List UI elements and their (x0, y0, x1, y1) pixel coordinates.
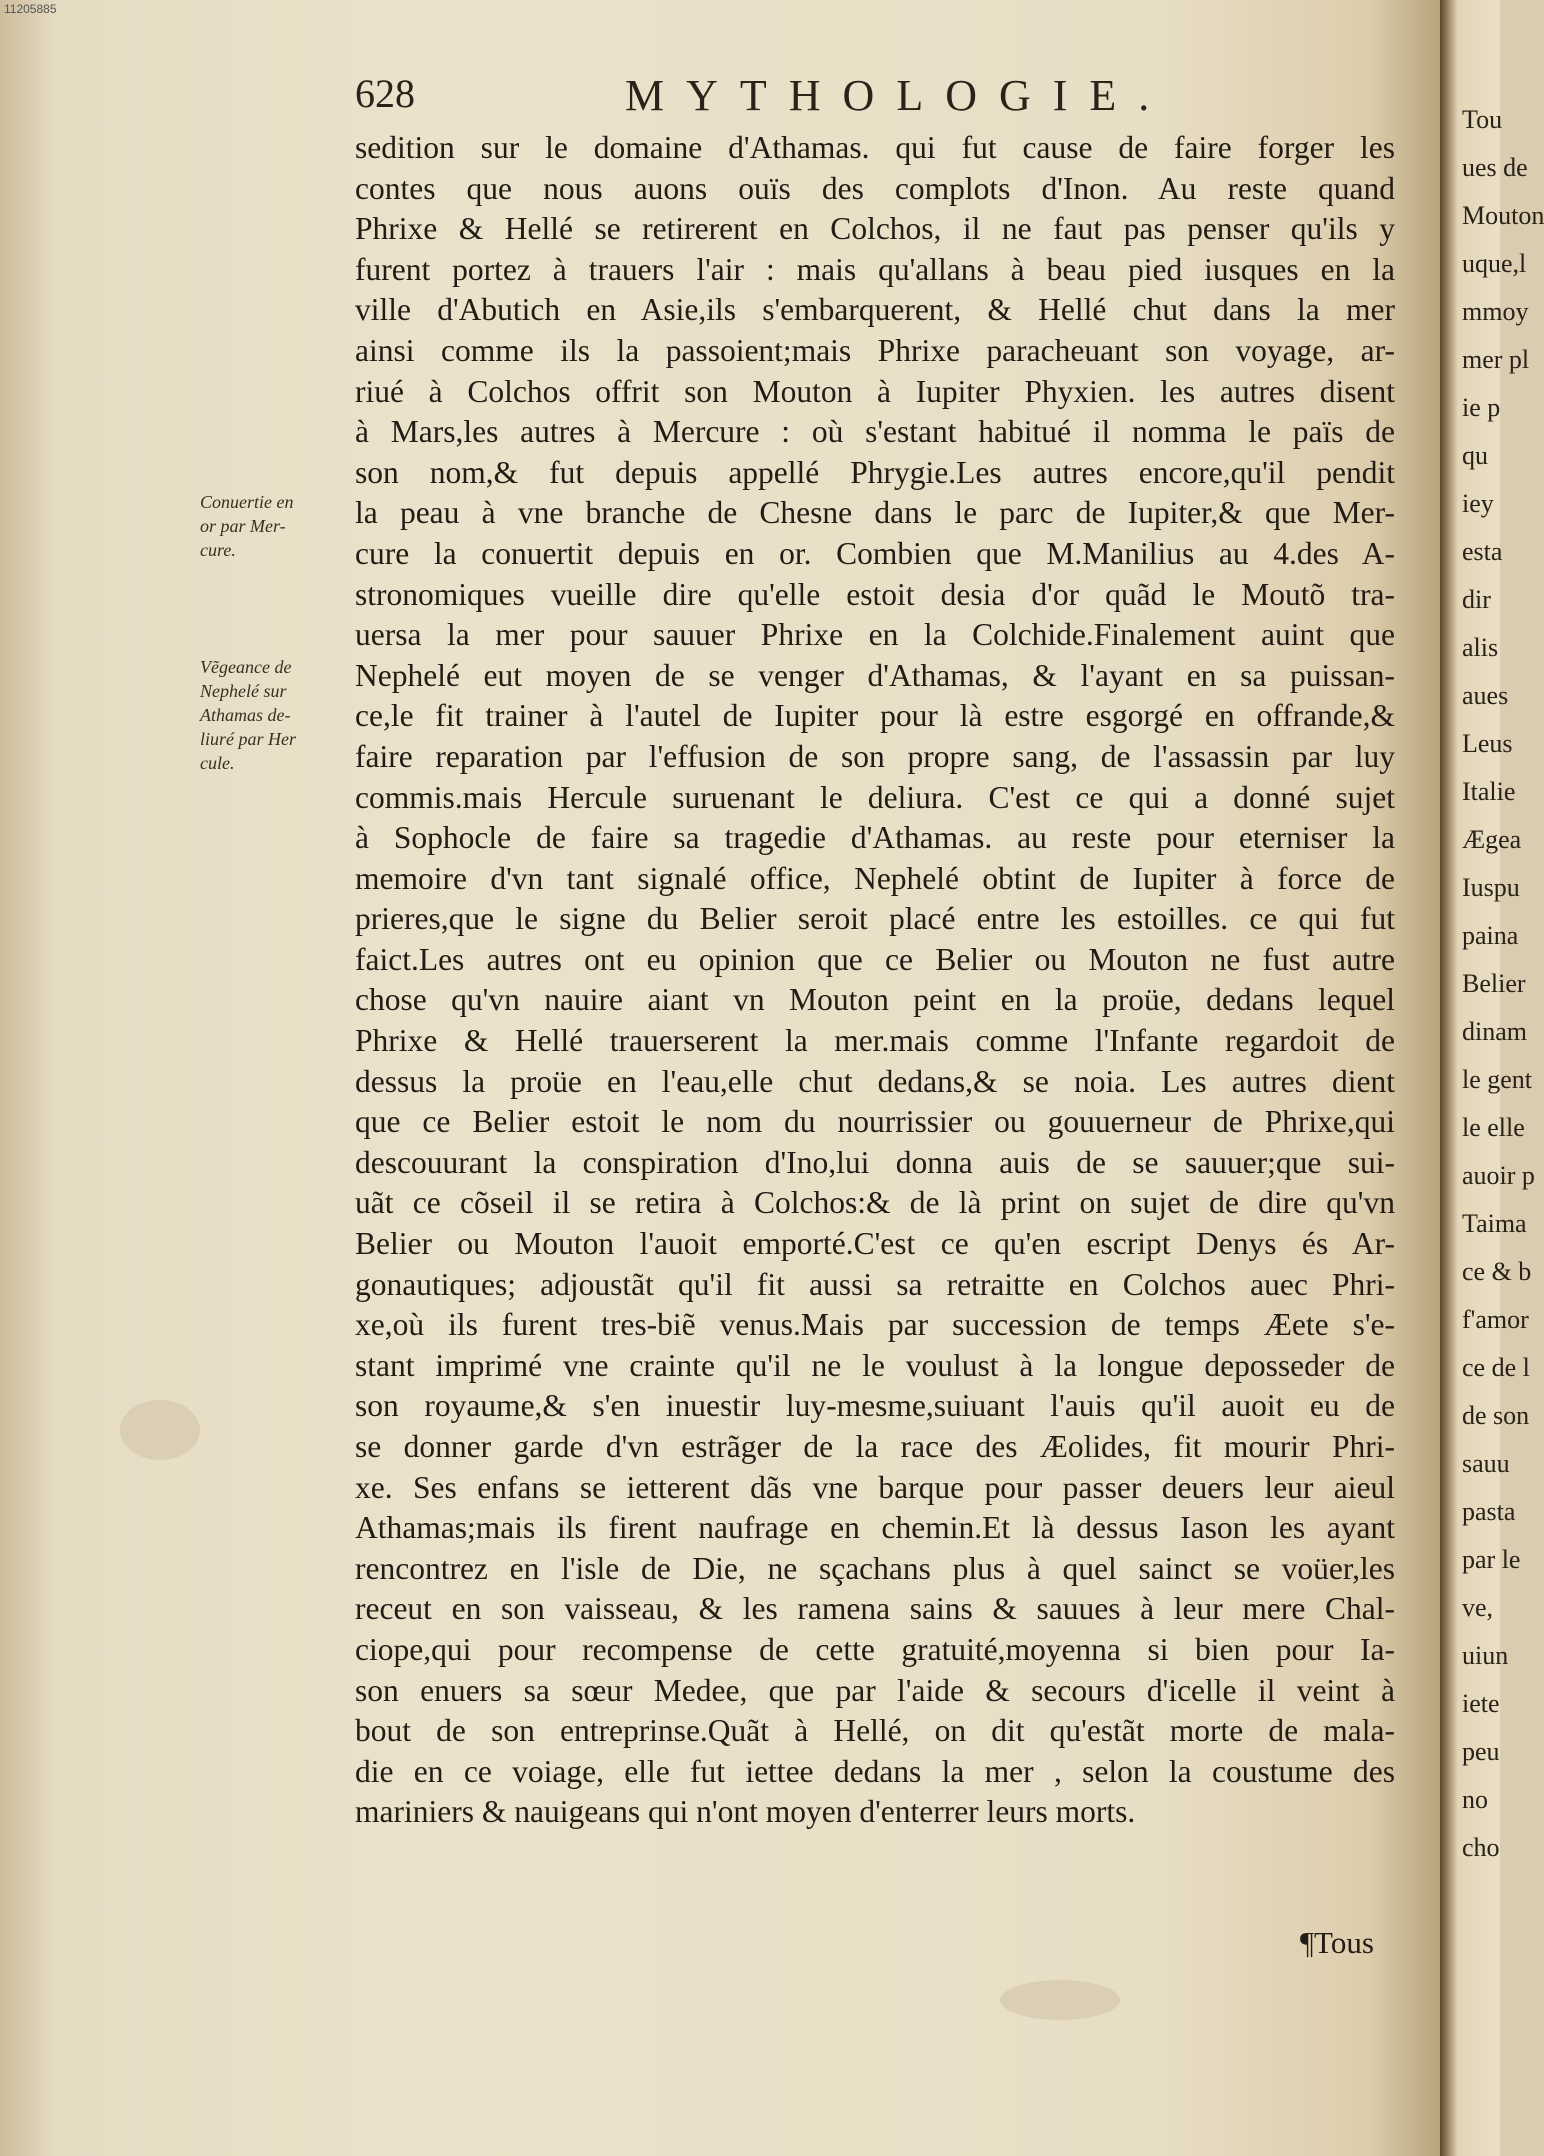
adjacent-page-fragment: peu (1462, 1737, 1500, 1766)
side-note-line: cure. (200, 540, 236, 560)
side-note-line: Athamas de- (200, 705, 291, 725)
side-note-line: Nephelé sur (200, 681, 287, 701)
catchword: ¶Tous (1300, 1925, 1374, 1960)
text-line: que ce Belier estoit le nom du nourrissier ou gouuerneur de Phrixe,qui (355, 1104, 1395, 1140)
adjacent-page-fragment: alis (1462, 633, 1499, 662)
text-line: ce,le fit trainer à l'autel de Iupiter pour là estre esgorgé en offrande,& (355, 698, 1395, 734)
adjacent-page-fragment: Leus (1462, 729, 1513, 758)
text-line: cure la conuertit depuis en or. Combien que M.Manilius au 4.des A- (355, 535, 1395, 571)
adjacent-page-fragment: mer pl (1462, 345, 1530, 374)
adjacent-page-fragment: auoir p (1462, 1161, 1535, 1190)
text-line: furent portez à trauers l'air : mais qu'allans à beau pied iusques en la (355, 251, 1395, 287)
text-line: gonautiques; adjoustãt qu'il fit aussi sa retraitte en Colchos auec Phri- (355, 1266, 1395, 1302)
text-line: Phrixe & Hellé se retirerent en Colchos, il ne faut pas penser qu'ils y (355, 211, 1395, 247)
adjacent-page-fragment: par le (1462, 1545, 1521, 1574)
adjacent-page-fragment: iete (1462, 1689, 1500, 1718)
adjacent-page-fragment: ce & b (1462, 1257, 1532, 1286)
adjacent-page-fragment: ve, (1462, 1593, 1494, 1622)
side-note-line: Conuertie en (200, 492, 294, 512)
text-line: Belier ou Mouton l'auoit emporté.C'est ce qu'en escript Denys és Ar- (355, 1226, 1395, 1262)
text-line: prieres,que le signe du Belier seroit placé entre les estoilles. ce qui fut (355, 901, 1395, 937)
text-line: Phrixe & Hellé trauerserent la mer.mais comme l'Infante regardoit de (355, 1023, 1395, 1059)
text-line: son enuers sa sœur Medee, que par l'aide & secours d'icelle il veint à (355, 1672, 1395, 1708)
text-line: Athamas;mais ils firent naufrage en chemin.Et là dessus Iason les ayant (355, 1510, 1395, 1546)
adjacent-page-fragment: mmoy (1462, 297, 1529, 326)
text-line: la peau à vne branche de Chesne dans le parc de Iupiter,& que Mer- (355, 495, 1395, 531)
page-number: 628 (355, 71, 415, 116)
running-head: MYTHOLOGIE. (625, 71, 1172, 120)
text-line: commis.mais Hercule suruenant le deliura. C'est ce qui a donné sujet (355, 779, 1395, 815)
adjacent-page-fragment: dinam (1462, 1017, 1527, 1046)
side-note-vengeance (200, 655, 352, 775)
adjacent-page-fragment: iey (1462, 489, 1494, 518)
adjacent-page-fragment: ce de l (1462, 1353, 1530, 1382)
adjacent-page-fragment: dir (1462, 585, 1491, 614)
shelfmark: 11205885 (4, 2, 57, 16)
text-line: uersa la mer pour sauuer Phrixe en la Colchide.Finalement auint que (355, 617, 1395, 653)
text-line: sedition sur le domaine d'Athamas. qui fut cause de faire forger les (355, 130, 1395, 165)
adjacent-page-fragment: cho (1462, 1833, 1500, 1862)
side-note-line: liuré par Her (200, 729, 296, 749)
text-line: à Sophocle de faire sa tragedie d'Athamas. au reste pour eterniser la (355, 820, 1395, 856)
adjacent-page-fragment: sauu (1462, 1449, 1510, 1478)
side-note-line: or par Mer- (200, 516, 286, 536)
text-line: stronomiques vueille dire qu'elle estoit desia d'or quãd le Moutõ tra- (355, 576, 1395, 612)
text-line: stant imprimé vne crainte qu'il ne le voulust à la longue deposseder de (355, 1347, 1395, 1383)
text-line: bout de son entreprinse.Quãt à Hellé, on dit qu'estãt morte de mala- (355, 1713, 1395, 1749)
adjacent-page-fragment: uque,l (1462, 249, 1527, 278)
adjacent-page-fragment: esta (1462, 537, 1503, 566)
adjacent-page-fragment: le elle (1462, 1113, 1525, 1142)
text-line: xe,où ils furent tres-biẽ venus.Mais par succession de temps Æete s'e- (355, 1307, 1395, 1343)
page-header (355, 70, 1395, 130)
adjacent-page-fragment: no (1462, 1785, 1488, 1814)
adjacent-page-edge (1440, 0, 1544, 2156)
adjacent-page-fragment: Italie (1462, 777, 1516, 806)
text-line: mariniers & nauigeans qui n'ont moyen d'enterrer leurs morts. (355, 1794, 1136, 1830)
text-line: ciope,qui pour recompense de cette gratuité,moyenna si bien pour Ia- (355, 1631, 1395, 1667)
text-line: Nephelé eut moyen de se venger d'Athamas, & l'ayant en sa puissan- (355, 657, 1395, 693)
adjacent-page-fragment: pasta (1462, 1497, 1516, 1526)
body-text (355, 128, 1395, 1833)
adjacent-page-fragment: de son (1462, 1401, 1530, 1430)
side-note-line: Vẽgeance de (200, 657, 292, 677)
text-line: descouurant la conspiration d'Ino,lui donna auis de se sauuer;que sui- (355, 1144, 1395, 1180)
text-line: à Mars,les autres à Mercure : où s'estant habitué il nomma le païs de (355, 414, 1395, 450)
text-line: xe. Ses enfans se ietterent dãs vne barque pour passer deuers leur aieul (355, 1469, 1395, 1505)
adjacent-page-fragment: ie p (1462, 393, 1501, 422)
adjacent-page-fragment: paina (1462, 921, 1519, 950)
adjacent-page-fragment: Taima (1462, 1209, 1527, 1238)
text-line: contes que nous auons ouïs des complots d'Inon. Au reste quand (355, 170, 1395, 206)
adjacent-page-fragment: qu (1462, 441, 1488, 470)
adjacent-page-fragment: Tou (1462, 105, 1503, 134)
text-line: rencontrez en l'isle de Die, ne sçachans plus à quel sainct se voüer,les (355, 1550, 1395, 1586)
text-line: dessus la proüe en l'eau,elle chut dedans,& se noia. Les autres dient (355, 1063, 1395, 1099)
text-line: ville d'Abutich en Asie,ils s'embarquerent, & Hellé chut dans la mer (355, 292, 1395, 328)
text-line: ainsi comme ils la passoient;mais Phrixe paracheuant son voyage, ar- (355, 332, 1395, 368)
paper-stain (1000, 1980, 1120, 2020)
adjacent-page-fragment: le gent (1462, 1065, 1533, 1094)
adjacent-page-fragment: ues de (1462, 153, 1528, 182)
adjacent-page-fragment: uiun (1462, 1641, 1509, 1670)
adjacent-page-fragment: f'amor (1462, 1305, 1529, 1334)
text-line: memoire d'vn tant signalé office, Nephelé obtint de Iupiter à force de (355, 860, 1395, 896)
text-line: riué à Colchos offrit son Mouton à Iupiter Phyxien. les autres disent (355, 373, 1395, 409)
adjacent-page-fragment: Mouton (1462, 201, 1544, 230)
adjacent-page-fragment: aues (1462, 681, 1509, 710)
side-note-line: cule. (200, 753, 235, 773)
adjacent-page-fragment: Belier (1462, 969, 1526, 998)
text-line: faict.Les autres ont eu opinion que ce Belier ou Mouton ne fust autre (355, 941, 1395, 977)
side-note-conuertie (200, 490, 352, 562)
text-line: chose qu'vn nauire aiant vn Mouton peint en la proüe, dedans lequel (355, 982, 1395, 1018)
text-line: uãt ce cõseil il se retira à Colchos:& de là print on sujet de dire qu'vn (355, 1185, 1395, 1221)
text-line: se donner garde d'vn estrãger de la race des Æolides, fit mourir Phri- (355, 1429, 1395, 1464)
paper-stain (120, 1400, 200, 1460)
text-line: son nom,& fut depuis appellé Phrygie.Les autres encore,qu'il pendit (355, 454, 1395, 490)
adjacent-page-fragment: Iuspu (1462, 873, 1520, 902)
text-line: faire reparation par l'effusion de son propre sang, de l'assassin par luy (355, 738, 1395, 774)
adjacent-page-fragment: Ægea (1462, 825, 1522, 854)
text-line: son royaume,& s'en inuestir luy-mesme,suiuant l'auis qu'il auoit eu de (355, 1388, 1395, 1424)
text-line: receut en son vaisseau, & les ramena sains & sauues à leur mere Chal- (355, 1591, 1395, 1627)
text-line: die en ce voiage, elle fut iettee dedans la mer , selon la coustume des (355, 1753, 1395, 1789)
